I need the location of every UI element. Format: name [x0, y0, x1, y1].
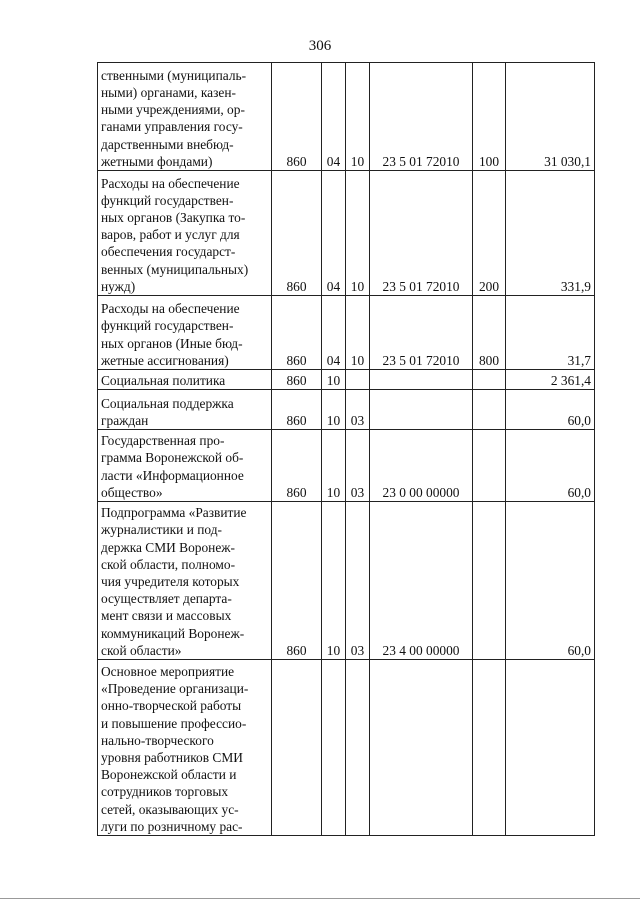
table-row	[98, 660, 595, 836]
page-number: 306	[308, 38, 332, 54]
table-row	[98, 502, 595, 660]
row-name: ственными (муниципаль- ными) органами, казен- ными учреждениями, ор- ганами управления госу- дарственными внебюд- жетными фондами)	[98, 63, 272, 171]
row-rz: 04	[322, 296, 346, 370]
row-name: Социальная политика	[98, 370, 272, 390]
table-row	[98, 370, 595, 390]
row-rz: 10	[322, 502, 346, 660]
row-csr	[370, 390, 473, 430]
row-vr: 800	[473, 296, 506, 370]
row-pr	[346, 660, 370, 836]
table-row	[98, 390, 595, 430]
row-name: Основное мероприятие «Проведение организаци- онно-творческой работы и повышение профессио- нально-творческого уровня работников СМИ Воронежской области и сотрудников торговых сетей, оказывающих ус- луги по розничному рас-	[98, 660, 272, 836]
bottom-divider	[0, 898, 640, 899]
row-csr: 23 5 01 72010	[370, 296, 473, 370]
table-row	[98, 63, 595, 171]
row-amount: 60,0	[506, 502, 595, 660]
row-gr: 860	[272, 430, 322, 502]
row-pr: 10	[346, 63, 370, 171]
row-vr	[473, 660, 506, 836]
row-pr: 10	[346, 296, 370, 370]
table-row	[98, 296, 595, 370]
row-vr: 100	[473, 63, 506, 171]
row-vr	[473, 430, 506, 502]
row-name: Социальная поддержка граждан	[98, 390, 272, 430]
row-vr	[473, 502, 506, 660]
row-gr: 860	[272, 296, 322, 370]
row-vr	[473, 370, 506, 390]
row-amount: 60,0	[506, 430, 595, 502]
row-amount: 331,9	[506, 171, 595, 296]
row-gr: 860	[272, 370, 322, 390]
row-name: Расходы на обеспечение функций государствен- ных органов (Иные бюд- жетные ассигнования)	[98, 296, 272, 370]
table-row	[98, 171, 595, 296]
row-pr	[346, 370, 370, 390]
row-amount	[506, 660, 595, 836]
row-csr: 23 5 01 72010	[370, 63, 473, 171]
row-amount: 31,7	[506, 296, 595, 370]
row-rz: 10	[322, 430, 346, 502]
budget-table	[97, 62, 595, 836]
row-pr: 10	[346, 171, 370, 296]
row-vr	[473, 390, 506, 430]
row-gr	[272, 660, 322, 836]
row-pr: 03	[346, 430, 370, 502]
row-gr: 860	[272, 171, 322, 296]
row-csr: 23 5 01 72010	[370, 171, 473, 296]
row-name: Расходы на обеспечение функций государствен- ных органов (Закупка то- варов, работ и услуг для обеспечения государст- венных (муниципальных) нужд)	[98, 171, 272, 296]
table-row	[98, 430, 595, 502]
row-csr	[370, 660, 473, 836]
row-gr: 860	[272, 502, 322, 660]
row-gr: 860	[272, 390, 322, 430]
row-amount: 31 030,1	[506, 63, 595, 171]
row-name: Подпрограмма «Развитие журналистики и под- держка СМИ Воронеж- ской области, полномо- чия учредителя которых осуществляет департа- мент связи и массовых коммуникаций Воронеж- ской области»	[98, 502, 272, 660]
row-csr: 23 4 00 00000	[370, 502, 473, 660]
row-rz: 10	[322, 370, 346, 390]
row-pr: 03	[346, 502, 370, 660]
row-vr: 200	[473, 171, 506, 296]
row-csr: 23 0 00 00000	[370, 430, 473, 502]
row-rz: 04	[322, 63, 346, 171]
row-pr: 03	[346, 390, 370, 430]
row-amount: 60,0	[506, 390, 595, 430]
row-gr: 860	[272, 63, 322, 171]
row-name: Государственная про- грамма Воронежской об- ласти «Информационное общество»	[98, 430, 272, 502]
row-csr	[370, 370, 473, 390]
row-rz: 04	[322, 171, 346, 296]
row-rz	[322, 660, 346, 836]
row-amount: 2 361,4	[506, 370, 595, 390]
row-rz: 10	[322, 390, 346, 430]
